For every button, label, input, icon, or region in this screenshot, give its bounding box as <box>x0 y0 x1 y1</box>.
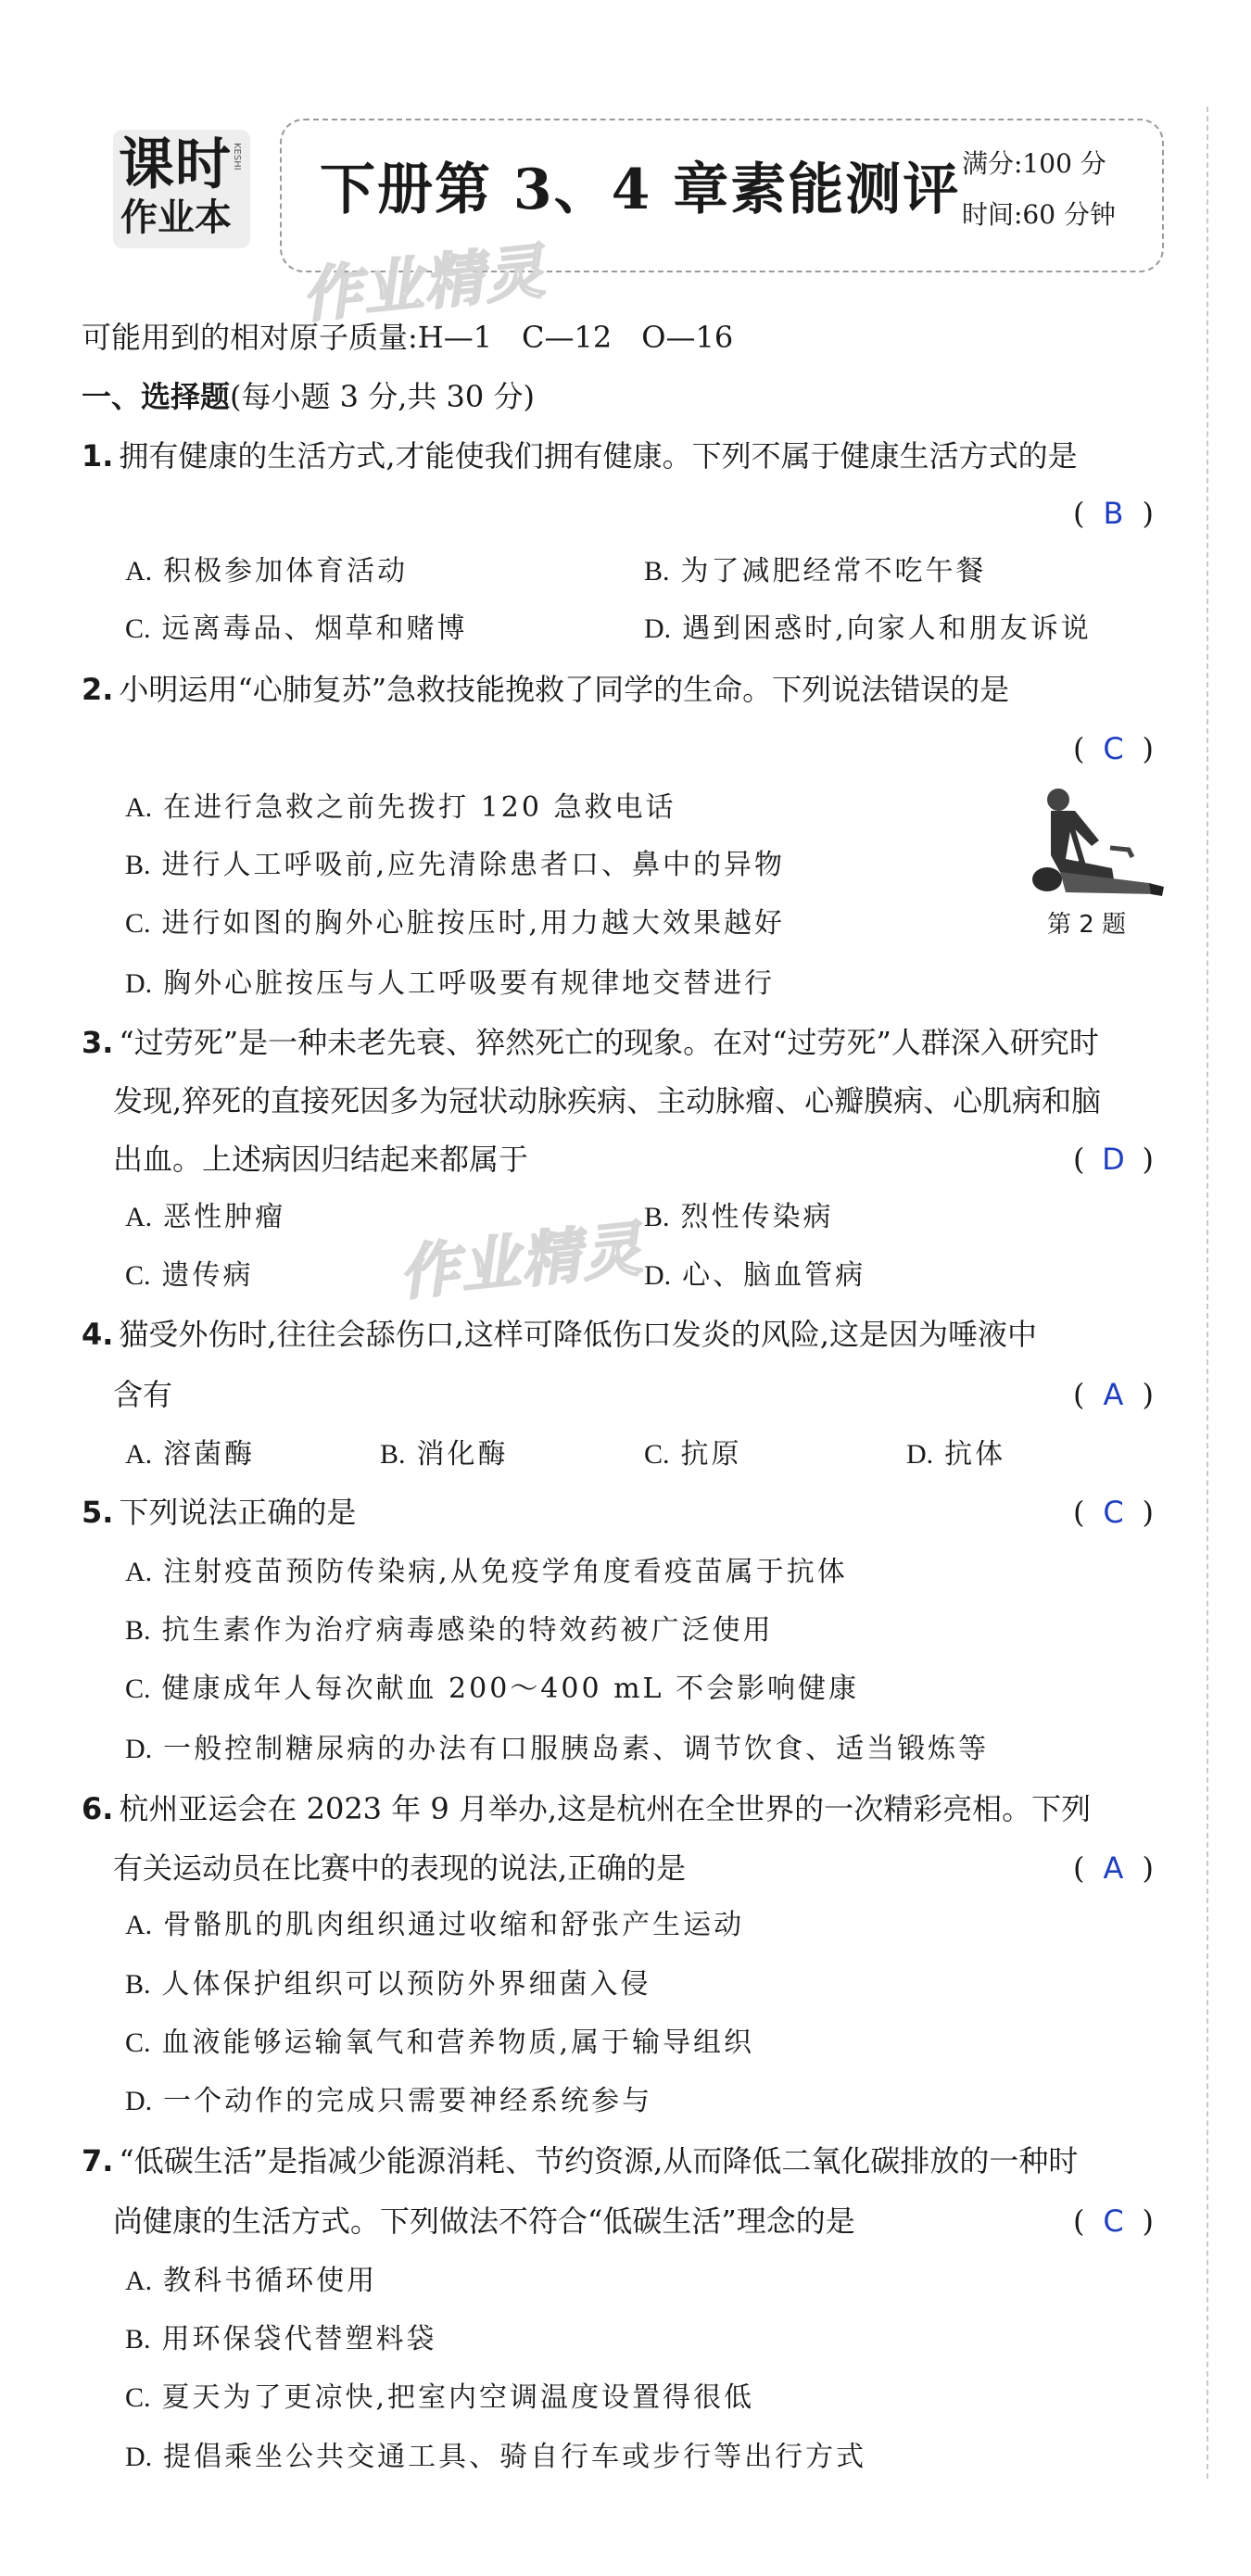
answer-letter: C <box>1103 731 1124 766</box>
section-score-note: (每小题 3 分,共 30 分) <box>230 379 535 414</box>
option-7a: A. 教科书循环使用 <box>125 2265 378 2297</box>
question-text: 小明运用“心肺复苏”急救技能挽救了同学的生命。下列说法错误的是 <box>119 672 1010 707</box>
option-6b: B. 人体保护组织可以预防外界细菌入侵 <box>125 1968 651 2001</box>
watermark: 作业精灵 <box>298 237 550 332</box>
question-6 <box>82 1788 1091 1829</box>
question-number: 6. <box>82 1791 114 1826</box>
option-2b: B. 进行人工呼吸前,应先清除患者口、鼻中的异物 <box>125 849 786 881</box>
keshi-logo <box>113 130 252 250</box>
question-5 <box>82 1492 356 1533</box>
option-5b: B. 抗生素作为治疗病毒感染的特效药被广泛使用 <box>125 1614 774 1647</box>
question-2 <box>82 669 1009 710</box>
option-2c: C. 进行如图的胸外心脏按压时,用力越大效果越好 <box>125 907 786 940</box>
question-7-line2: 尚健康的生活方式。下列做法不符合“低碳生活”理念的是 <box>113 2203 855 2239</box>
option-4d: D. 抗体 <box>906 1438 1006 1471</box>
question-6-line2: 有关运动员在比赛中的表现的说法,正确的是 <box>113 1850 687 1886</box>
figure-caption: 第 2 题 <box>1047 911 1127 939</box>
option-3a: A. 恶性肿瘤 <box>125 1201 286 1233</box>
question-number: 4. <box>82 1317 114 1352</box>
answer-6: ( A ) <box>1073 1848 1154 1888</box>
full-score: 满分:100 分 <box>962 148 1106 179</box>
question-text: 猫受外伤时,往往会舔伤口,这样可降低伤口发炎的风险,这是因为唾液中 <box>119 1317 1037 1352</box>
time-limit: 时间:60 分钟 <box>962 199 1116 230</box>
page-title: 下册第 3、4 章素能测评 <box>320 158 961 222</box>
question-text: 杭州亚运会在 2023 年 9 月举办,这是杭州在全世界的一次精彩亮相。下列 <box>119 1791 1092 1826</box>
question-number: 1. <box>82 438 114 474</box>
question-3 <box>82 1022 1099 1063</box>
binding-margin-line <box>1207 107 1208 2479</box>
question-number: 2. <box>82 672 114 707</box>
question-4 <box>82 1314 1037 1355</box>
option-2a: A. 在进行急救之前先拨打 120 急救电话 <box>125 791 676 824</box>
option-1d: D. 遇到困惑时,向家人和朋友诉说 <box>644 612 1092 645</box>
answer-4: ( A ) <box>1073 1374 1154 1415</box>
option-6c: C. 血液能够运输氧气和营养物质,属于输导组织 <box>125 2027 755 2059</box>
option-5d: D. 一般控制糖尿病的办法有口服胰岛素、调节饮食、适当锻炼等 <box>125 1733 990 1765</box>
option-5c: C. 健康成年人每次献血 200～400 mL 不会影响健康 <box>125 1673 860 1705</box>
answer-letter: A <box>1103 1850 1124 1886</box>
section-heading <box>82 376 535 417</box>
option-3c: C. 遗传病 <box>125 1259 254 1292</box>
question-number: 7. <box>82 2143 114 2178</box>
question-3-line2: 发现,猝死的直接死因多为冠状动脉疾病、主动脉瘤、心瓣膜病、心肌病和脑 <box>113 1083 1102 1118</box>
answer-5: ( C ) <box>1073 1492 1154 1533</box>
question-text: “过劳死”是一种未老先衰、猝然死亡的现象。在对“过劳死”人群深入研究时 <box>119 1025 1099 1060</box>
option-6a: A. 骨骼肌的肌肉组织通过收缩和舒张产生运动 <box>125 1909 745 1941</box>
answer-letter: D <box>1102 1142 1125 1177</box>
question-number: 3. <box>82 1025 114 1060</box>
option-3b: B. 烈性传染病 <box>644 1201 834 1233</box>
option-7b: B. 用环保袋代替塑料袋 <box>125 2323 437 2355</box>
question-text: 下列说法正确的是 <box>119 1495 357 1530</box>
option-1a: A. 积极参加体育活动 <box>125 555 409 587</box>
option-1c: C. 远离毒品、烟草和赌博 <box>125 612 468 645</box>
answer-2: ( C ) <box>1073 728 1154 769</box>
option-2d: D. 胸外心脏按压与人工呼吸要有规律地交替进行 <box>125 967 776 1000</box>
option-7d: D. 提倡乘坐公共交通工具、骑自行车或步行等出行方式 <box>125 2441 867 2473</box>
option-4c: C. 抗原 <box>644 1438 742 1471</box>
question-3-line3: 出血。上述病因归结起来都属于 <box>113 1142 529 1177</box>
answer-letter: C <box>1103 2203 1124 2239</box>
answer-1: ( B ) <box>1073 493 1154 534</box>
question-7 <box>82 2140 1078 2181</box>
option-4b: B. 消化酶 <box>380 1438 509 1471</box>
option-3d: D. 心、脑血管病 <box>644 1259 866 1292</box>
question-text: “低碳生活”是指减少能源消耗、节约资源,从而降低二氧化碳排放的一种时 <box>119 2143 1079 2178</box>
logo-line1: 课时 <box>119 133 232 197</box>
answer-letter: A <box>1103 1377 1124 1412</box>
option-1b: B. 为了减肥经常不吃午餐 <box>644 555 987 587</box>
answer-3: ( D ) <box>1073 1139 1154 1180</box>
question-1 <box>82 436 1078 476</box>
answer-letter: B <box>1103 496 1124 531</box>
logo-tag: KESHI <box>232 143 242 170</box>
question-text: 拥有健康的生活方式,才能使我们拥有健康。下列不属于健康生活方式的是 <box>119 438 1078 474</box>
watermark: 作业精灵 <box>396 1215 647 1309</box>
option-7c: C. 夏天为了更凉快,把室内空调温度设置得很低 <box>125 2381 755 2414</box>
section-title: 一、选择题 <box>82 379 231 414</box>
atomic-masses-note: 可能用到的相对原子质量:H—1 C—12 O—16 <box>82 320 734 355</box>
option-6d: D. 一个动作的完成只需要神经系统参与 <box>125 2085 653 2117</box>
option-4a: A. 溶菌酶 <box>125 1438 256 1471</box>
question-4-line2: 含有 <box>113 1377 173 1412</box>
question-number: 5. <box>82 1495 114 1530</box>
cpr-figure <box>1010 783 1168 903</box>
answer-7: ( C ) <box>1073 2201 1154 2241</box>
answer-letter: C <box>1103 1495 1124 1530</box>
option-5a: A. 注射疫苗预防传染病,从免疫学角度看疫苗属于抗体 <box>125 1556 848 1588</box>
logo-line2: 作业本 <box>120 196 232 239</box>
